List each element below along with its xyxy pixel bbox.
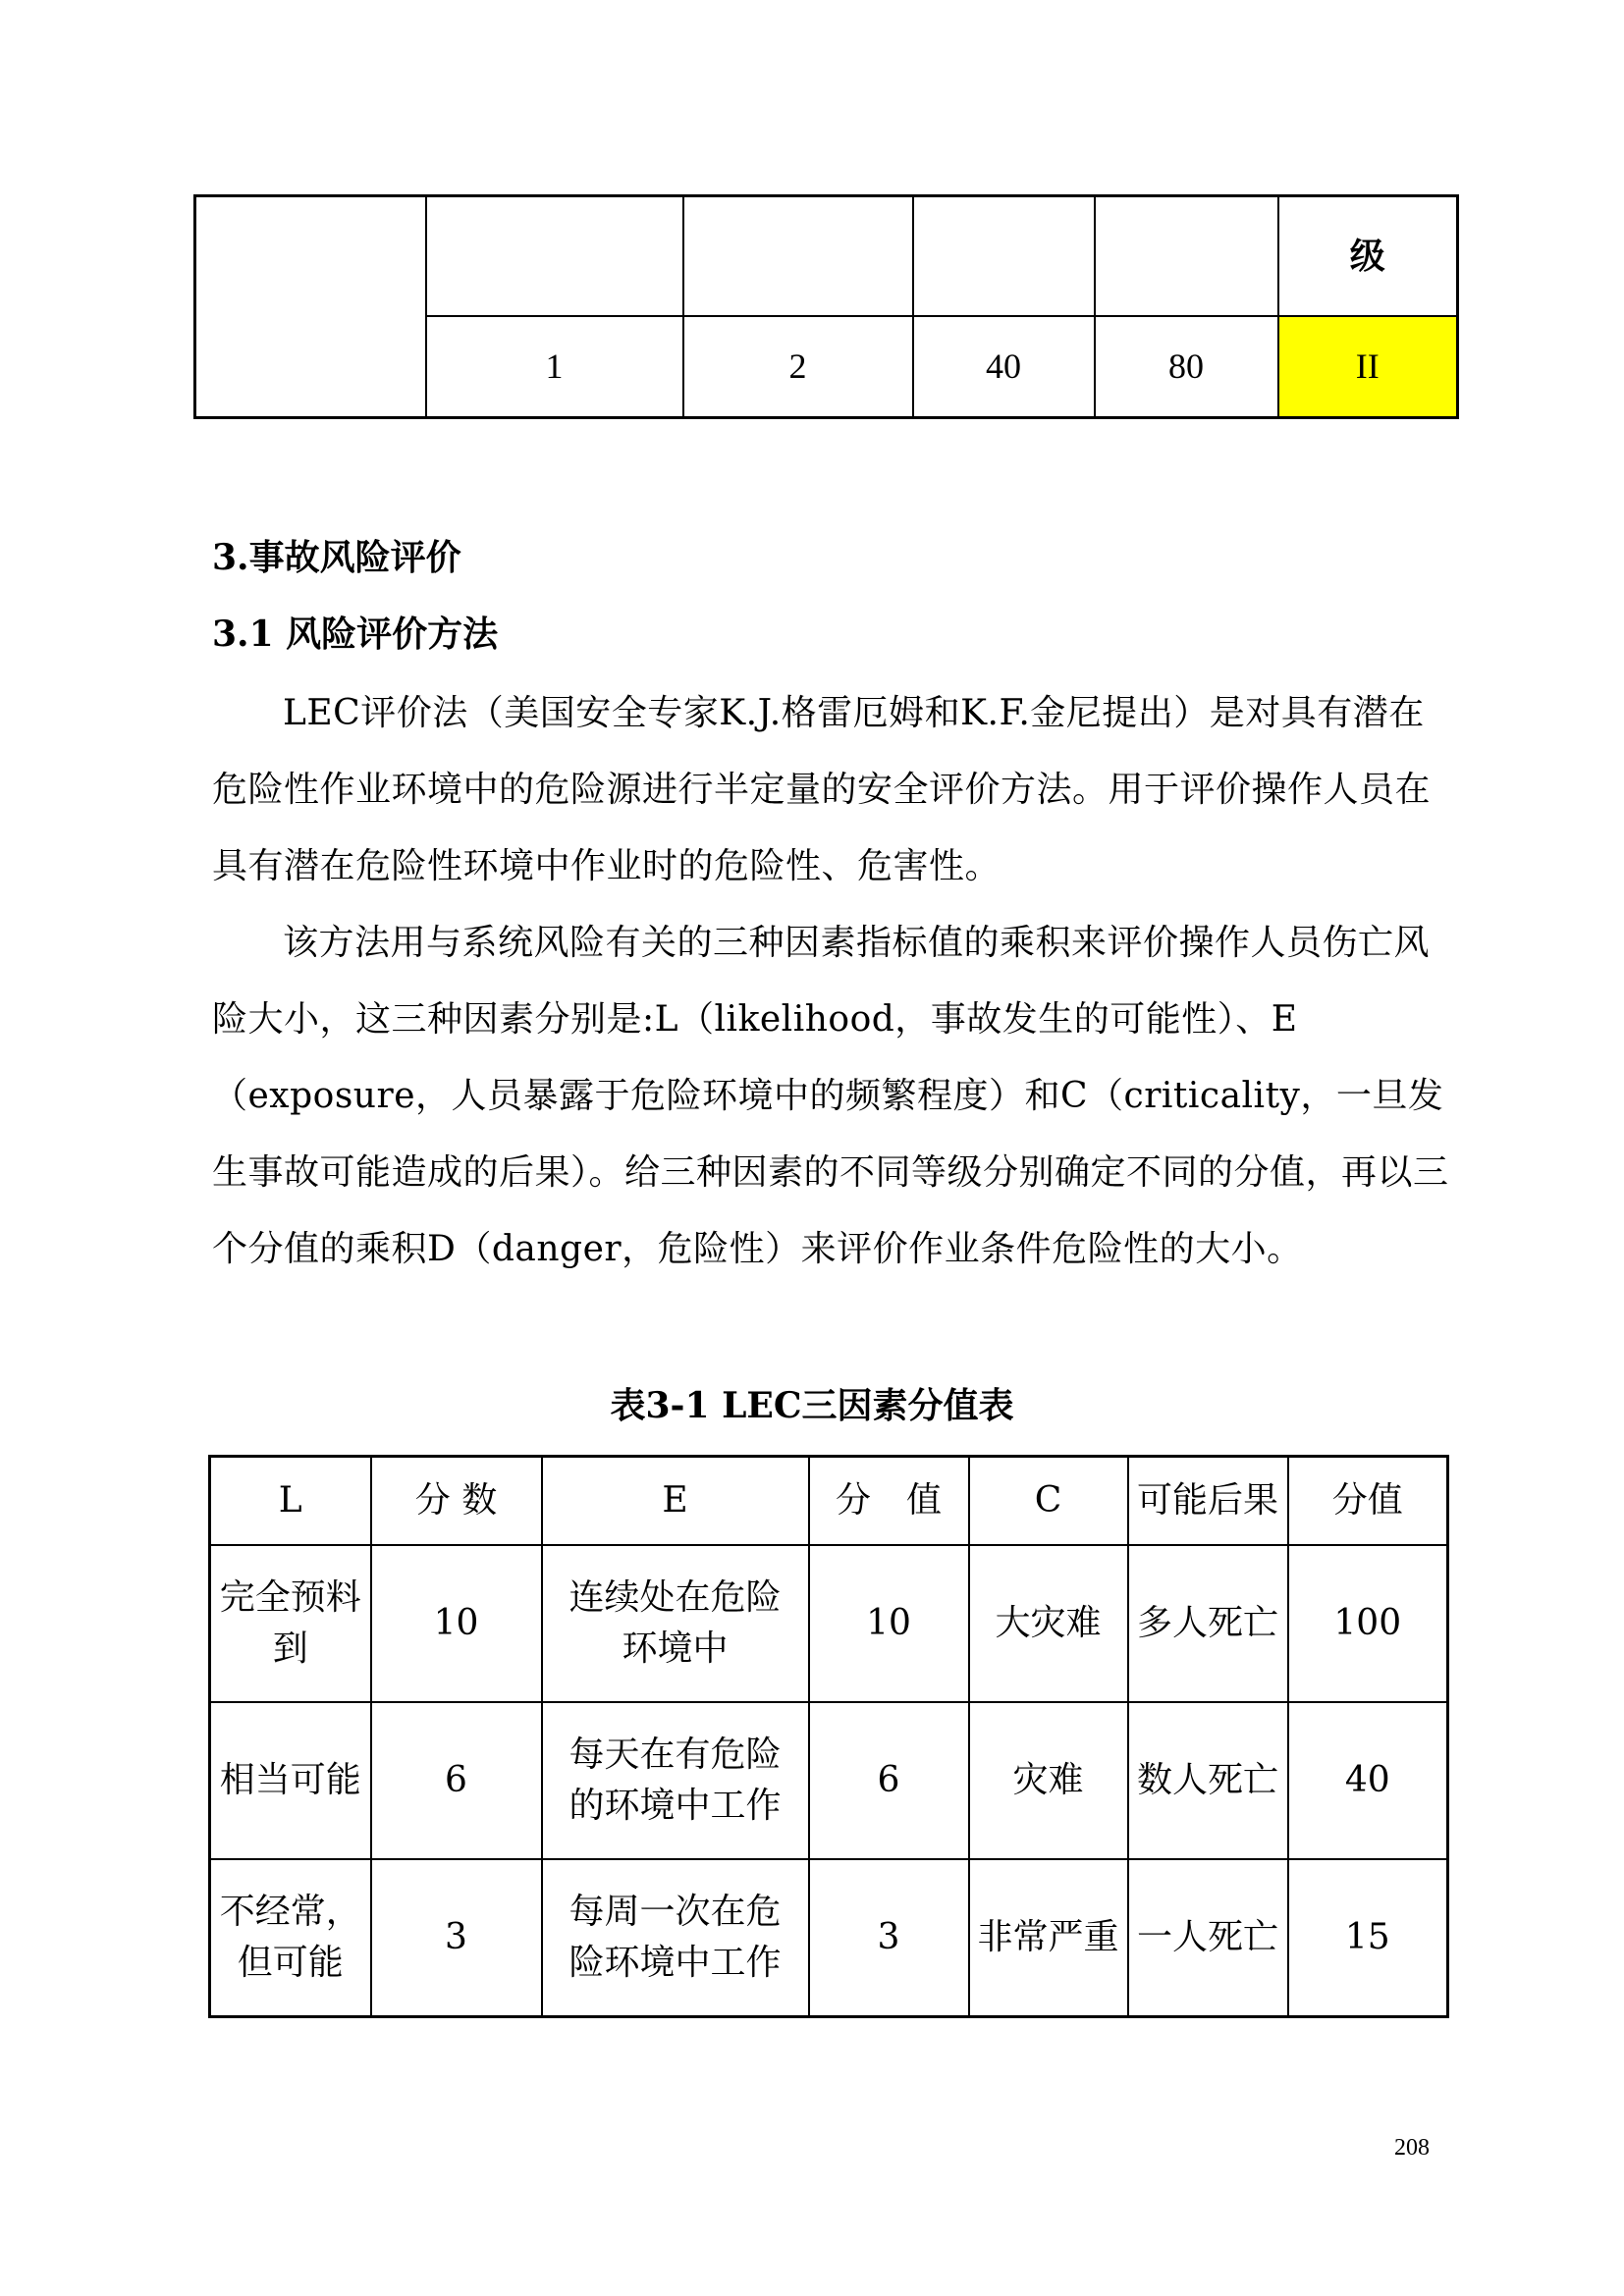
table-cell: 6 [371, 1702, 542, 1859]
table-cell: 非常严重 [969, 1859, 1128, 2017]
table-cell [195, 196, 426, 418]
paragraph: 该方法用与系统风险有关的三种因素指标值的乘积来评价操作人员伤亡风险大小，这三种因素分别是:L（likelihood，事故发生的可能性）、E（exposure，人员暴露于危险环境中的频繁程度）和C（criticality，一旦发生事故可能造成的后果）。给三种因素的不同等级分别确定不同的分值，再以三个分值的乘积D（danger，危险性）来评价作业条件危险性的大小。 [212, 923, 1449, 1269]
lec-score-table [208, 1455, 1449, 2018]
header-cell: E [542, 1457, 809, 1546]
risk-level-table-continued [193, 194, 1459, 419]
table-caption: 表3-1 LEC三因素分值表 [610, 1385, 1014, 1426]
table-cell: 6 [809, 1702, 969, 1859]
table-cell: 每天在有危险的环境中工作 [542, 1702, 809, 1859]
table-cell [683, 196, 913, 317]
header-cell: L [210, 1457, 371, 1546]
table-cell: 10 [371, 1545, 542, 1702]
table-cell [426, 196, 683, 317]
table-cell: 15 [1288, 1859, 1448, 2017]
table-cell: 80 [1095, 316, 1278, 418]
table-cell [913, 196, 1095, 317]
header-cell: 分值 [1288, 1457, 1448, 1546]
table-cell: 10 [809, 1545, 969, 1702]
section-heading: 3.事故风险评价 [212, 537, 461, 578]
table-cell: 连续处在危险环境中 [542, 1545, 809, 1702]
table-cell: 不经常，但可能 [210, 1859, 371, 2017]
table-cell: 完全预料到 [210, 1545, 371, 1702]
table-cell: 一人死亡 [1128, 1859, 1288, 2017]
level-header-cell: 级 [1278, 196, 1458, 317]
table-cell: 1 [426, 316, 683, 418]
table-cell: 3 [809, 1859, 969, 2017]
table-cell: 数人死亡 [1128, 1702, 1288, 1859]
table-cell: 100 [1288, 1545, 1448, 1702]
header-cell: 可能后果 [1128, 1457, 1288, 1546]
header-cell: 分 值 [809, 1457, 969, 1546]
table-cell: 3 [371, 1859, 542, 2017]
page-number: 208 [1394, 2135, 1430, 2161]
table-cell: 40 [1288, 1702, 1448, 1859]
paragraph: LEC评价法（美国安全专家K.J.格雷厄姆和K.F.金尼提出）是对具有潜在危险性作业环境中的危险源进行半定量的安全评价方法。用于评价操作人员在具有潜在危险性环境中作业时的危险性、危害性。 [212, 693, 1432, 886]
table-row [210, 1859, 1448, 2017]
table-cell: 灾难 [969, 1702, 1128, 1859]
table-cell: 相当可能 [210, 1702, 371, 1859]
header-cell: C [969, 1457, 1128, 1546]
table-cell: 每周一次在危险环境中工作 [542, 1859, 809, 2017]
table-cell: 多人死亡 [1128, 1545, 1288, 1702]
subsection-heading: 3.1 风险评价方法 [212, 614, 499, 655]
table-cell [1095, 196, 1278, 317]
table-cell: 40 [913, 316, 1095, 418]
table-cell: 大灾难 [969, 1545, 1128, 1702]
table-cell: 2 [683, 316, 913, 418]
table-header-row [210, 1457, 1448, 1546]
table-row [210, 1545, 1448, 1702]
table-row [210, 1702, 1448, 1859]
risk-level-cell: II [1278, 316, 1458, 418]
header-cell: 分 数 [371, 1457, 542, 1546]
